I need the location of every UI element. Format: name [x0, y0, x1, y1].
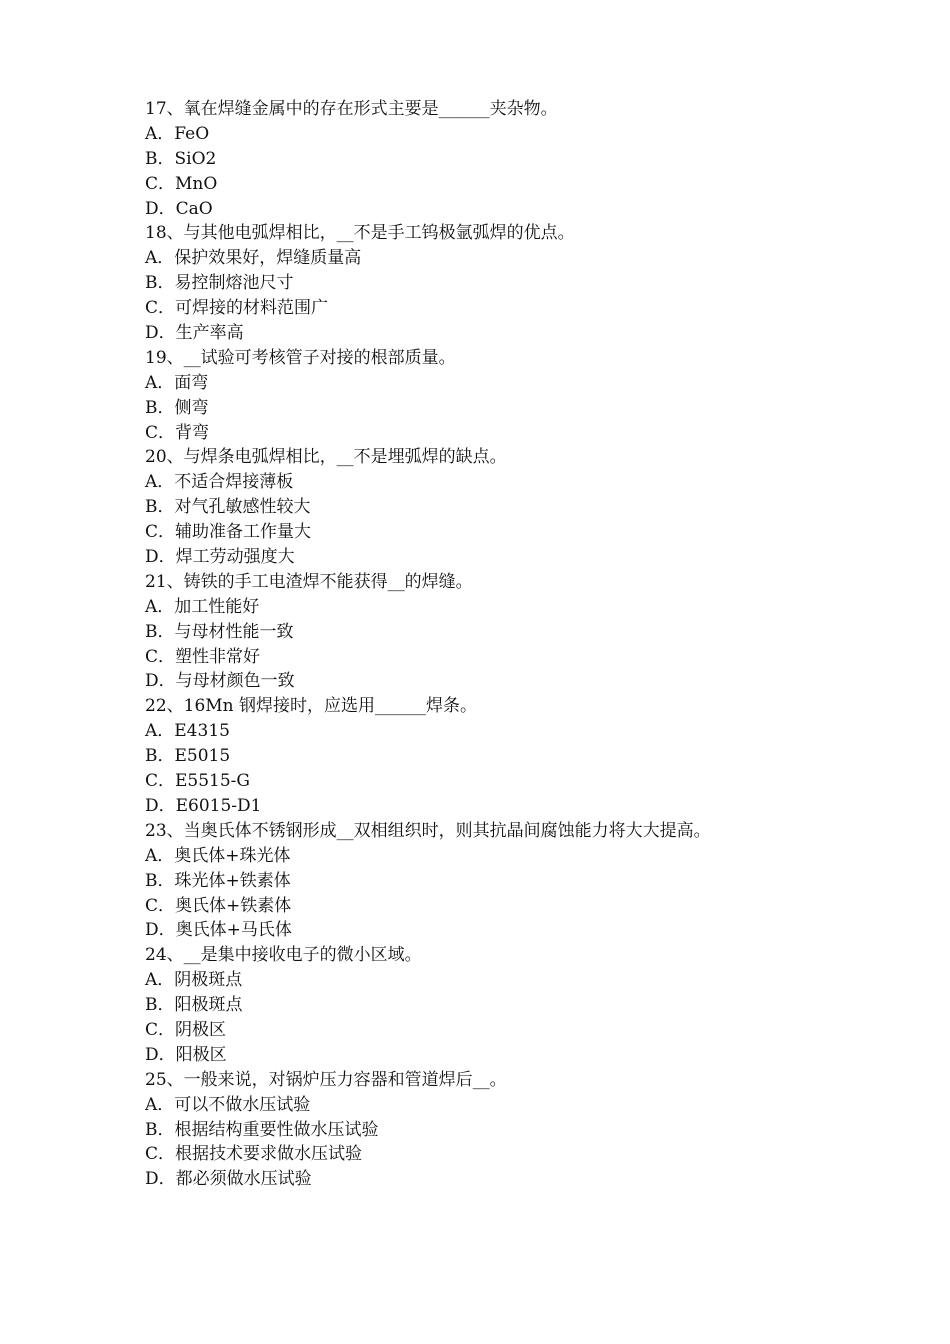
option-c: C．辅助准备工作量大 — [145, 522, 312, 543]
option-b: B．SiO2 — [145, 148, 217, 169]
option-b: B．根据结构重要性做水压试验 — [145, 1119, 379, 1140]
question-list — [145, 97, 845, 1192]
option-d: D．与母材颜色一致 — [145, 671, 295, 692]
question-stem: 23、当奥氏体不锈钢形成__双相组织时，则其抗晶间腐蚀能力将大大提高。 — [145, 820, 711, 841]
option-a: A．FeO — [145, 123, 210, 144]
option-a: A．阴极斑点 — [145, 970, 243, 991]
question-stem: 24、__是集中接收电子的微小区域。 — [145, 945, 422, 966]
option-c: C．背弯 — [145, 422, 210, 443]
question-19 — [145, 346, 845, 446]
question-stem: 22、16Mn 钢焊接时，应选用______焊条。 — [145, 696, 478, 717]
option-c: C．E5515-G — [145, 771, 251, 792]
option-c: C．根据技术要求做水压试验 — [145, 1144, 363, 1165]
option-d: D．生产率高 — [145, 323, 244, 344]
question-stem: 19、__试验可考核管子对接的根部质量。 — [145, 347, 456, 368]
option-b: B．易控制熔池尺寸 — [145, 273, 294, 294]
option-c: C．阴极区 — [145, 1019, 227, 1040]
question-stem: 21、铸铁的手工电渣焊不能获得__的焊缝。 — [145, 571, 473, 592]
question-stem: 18、与其他电弧焊相比，__不是手工钨极氩弧焊的优点。 — [145, 223, 575, 244]
question-20 — [145, 445, 845, 569]
option-a: A．不适合焊接薄板 — [145, 472, 294, 493]
option-b: B．对气孔敏感性较大 — [145, 497, 311, 518]
question-stem: 17、氧在焊缝金属中的存在形式主要是______夹杂物。 — [145, 99, 558, 119]
question-17 — [145, 97, 845, 221]
option-b: B．与母材性能一致 — [145, 621, 294, 642]
option-d: D．CaO — [145, 198, 213, 219]
option-c: C．奥氏体+铁素体 — [145, 895, 292, 916]
option-a: A．加工性能好 — [145, 596, 260, 617]
option-c: C．MnO — [145, 173, 218, 194]
option-d: D．E6015-D1 — [145, 795, 262, 816]
question-18 — [145, 221, 845, 345]
question-25 — [145, 1068, 845, 1192]
option-b: B．侧弯 — [145, 397, 209, 418]
option-a: A．E4315 — [145, 721, 230, 742]
option-a: A．保护效果好，焊缝质量高 — [145, 248, 362, 269]
option-a: A．可以不做水压试验 — [145, 1094, 311, 1115]
question-22 — [145, 694, 845, 818]
option-a: A．奥氏体+珠光体 — [145, 845, 291, 866]
option-b: B．E5015 — [145, 746, 231, 767]
question-23 — [145, 819, 845, 943]
question-24 — [145, 943, 845, 1067]
question-stem: 20、与焊条电弧焊相比，__不是埋弧焊的缺点。 — [145, 447, 507, 468]
question-21 — [145, 570, 845, 694]
option-b: B．珠光体+铁素体 — [145, 870, 291, 891]
question-stem: 25、一般来说，对锅炉压力容器和管道焊后__。 — [145, 1069, 507, 1090]
option-d: D．焊工劳动强度大 — [145, 547, 295, 568]
option-c: C．塑性非常好 — [145, 646, 261, 667]
option-d: D．阳极区 — [145, 1044, 227, 1065]
option-b: B．阳极斑点 — [145, 995, 243, 1016]
option-d: D．奥氏体+马氏体 — [145, 920, 292, 941]
option-a: A．面弯 — [145, 372, 209, 393]
option-c: C．可焊接的材料范围广 — [145, 298, 329, 319]
option-d: D．都必须做水压试验 — [145, 1169, 312, 1190]
